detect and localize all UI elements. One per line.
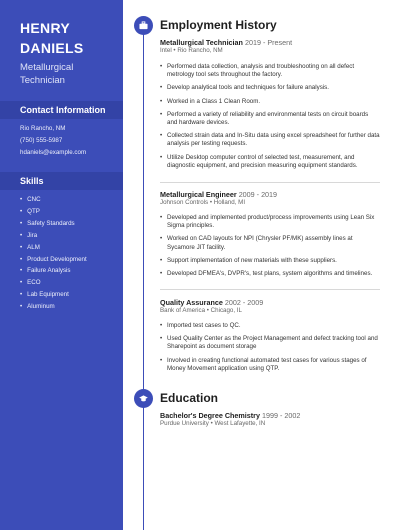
- list-item: • Worked in a Class 1 Clean Room.: [160, 98, 380, 106]
- education-location: West Lafayette, IN: [214, 420, 266, 427]
- job-company: Bank of America: [160, 307, 206, 314]
- skill-item: • Jira: [20, 230, 87, 242]
- employment-heading: Employment History: [160, 18, 277, 32]
- job-company-line: Intel • Rio Rancho, NM: [160, 47, 223, 54]
- timeline-line: [143, 28, 144, 530]
- education-title-line: [160, 411, 300, 420]
- graduation-cap-icon: [134, 389, 153, 408]
- job-title-line: [160, 190, 277, 199]
- job-dates: 2009 - 2019: [238, 190, 278, 199]
- skill-item: • Failure Analysis: [20, 265, 87, 277]
- list-item: • Performed a variety of reliability and environmental tests on circuit boards and hardware devices.: [160, 111, 380, 127]
- job-dates: 2019 - Present: [244, 38, 293, 47]
- list-item: • Develop analytical tools and techniques for failure analysis.: [160, 84, 380, 92]
- job-company: Intel: [160, 47, 172, 54]
- job-company-line: Johnson Controls • Holland, MI: [160, 199, 246, 206]
- education-school: Purdue University: [160, 420, 209, 427]
- list-item: • Support implementation of new materials with these suppliers.: [160, 257, 380, 265]
- job-title: Metallurgical Engineer: [160, 190, 237, 199]
- sidebar: [0, 0, 123, 530]
- skill-item: • Lab Equipment: [20, 289, 87, 301]
- skill-item: • Aluminum: [20, 301, 87, 313]
- job-bullets: [160, 322, 380, 373]
- skill-item: • ECO: [20, 277, 87, 289]
- job-title-line: [160, 38, 292, 47]
- education-school-line: Purdue University • West Lafayette, IN: [160, 420, 266, 427]
- divider: [160, 182, 380, 183]
- job-dates: 2002 - 2009: [224, 298, 264, 307]
- job-company-line: Bank of America • Chicago, IL: [160, 307, 242, 314]
- first-name: HENRY: [20, 20, 70, 36]
- job-location: Rio Rancho, NM: [177, 47, 223, 54]
- education-dates: 1999 - 2002: [261, 411, 301, 420]
- job-title: Metallurgical Technician: [160, 38, 243, 47]
- job-title-line: [160, 298, 263, 307]
- contact-email[interactable]: hdaniels@example.com: [20, 149, 87, 156]
- skill-item: • CNC: [20, 194, 87, 206]
- education-heading: Education: [160, 391, 219, 405]
- job-bullets: [160, 214, 380, 278]
- briefcase-icon: [134, 16, 153, 35]
- contact-location: Rio Rancho, NM: [20, 125, 66, 132]
- skill-item: • QTP: [20, 206, 87, 218]
- last-name: DANIELS: [20, 40, 84, 56]
- skill-item: • Safety Standards: [20, 218, 87, 230]
- job-location: Chicago, IL: [210, 307, 242, 314]
- list-item: • Developed DFMEA's, DVPR's, test plans, system algorithms and timelines.: [160, 270, 380, 278]
- skills-heading: Skills: [0, 172, 123, 190]
- list-item: • Involved in creating functional automated test cases for various stages of Money Movement application using QTP.: [160, 357, 380, 373]
- job-bullets: [160, 63, 380, 170]
- list-item: • Collected strain data and In-Situ data using excel spreadsheet for further data analysis per testing requests.: [160, 132, 380, 148]
- divider: [160, 289, 380, 290]
- list-item: • Utilize Desktop computer control of selected test, measurement, and diagnostic equipment, and precision measuring equipment standards.: [160, 154, 380, 170]
- education-degree: Bachelor's Degree Chemistry: [160, 411, 260, 420]
- list-item: • Performed data collection, analysis and troubleshooting on all defect metrology tool sets throughout the factory.: [160, 63, 380, 79]
- candidate-name: [20, 18, 84, 58]
- list-item: • Imported test cases to QC.: [160, 322, 380, 330]
- contact-heading: Contact Information: [0, 101, 123, 119]
- list-item: • Developed and implemented product/process improvements using Lean Six Sigma principles.: [160, 214, 380, 230]
- skill-item: • Product Development: [20, 254, 87, 266]
- skill-item: • ALM: [20, 242, 87, 254]
- skills-list: [20, 194, 87, 313]
- list-item: • Used Quality Center as the Project Management and defect tracking tool and Sharepoint as document storage: [160, 335, 380, 351]
- contact-phone[interactable]: (750) 555-5987: [20, 137, 63, 144]
- job-role: Metallurgical Technician: [20, 62, 74, 86]
- list-item: • Worked on CAD layouts for NPI (Chrysler PF/MK) assembly lines at Sycamore JIT facility.: [160, 235, 380, 251]
- job-location: Holland, MI: [213, 199, 246, 206]
- job-title: Quality Assurance: [160, 298, 223, 307]
- job-company: Johnson Controls: [160, 199, 209, 206]
